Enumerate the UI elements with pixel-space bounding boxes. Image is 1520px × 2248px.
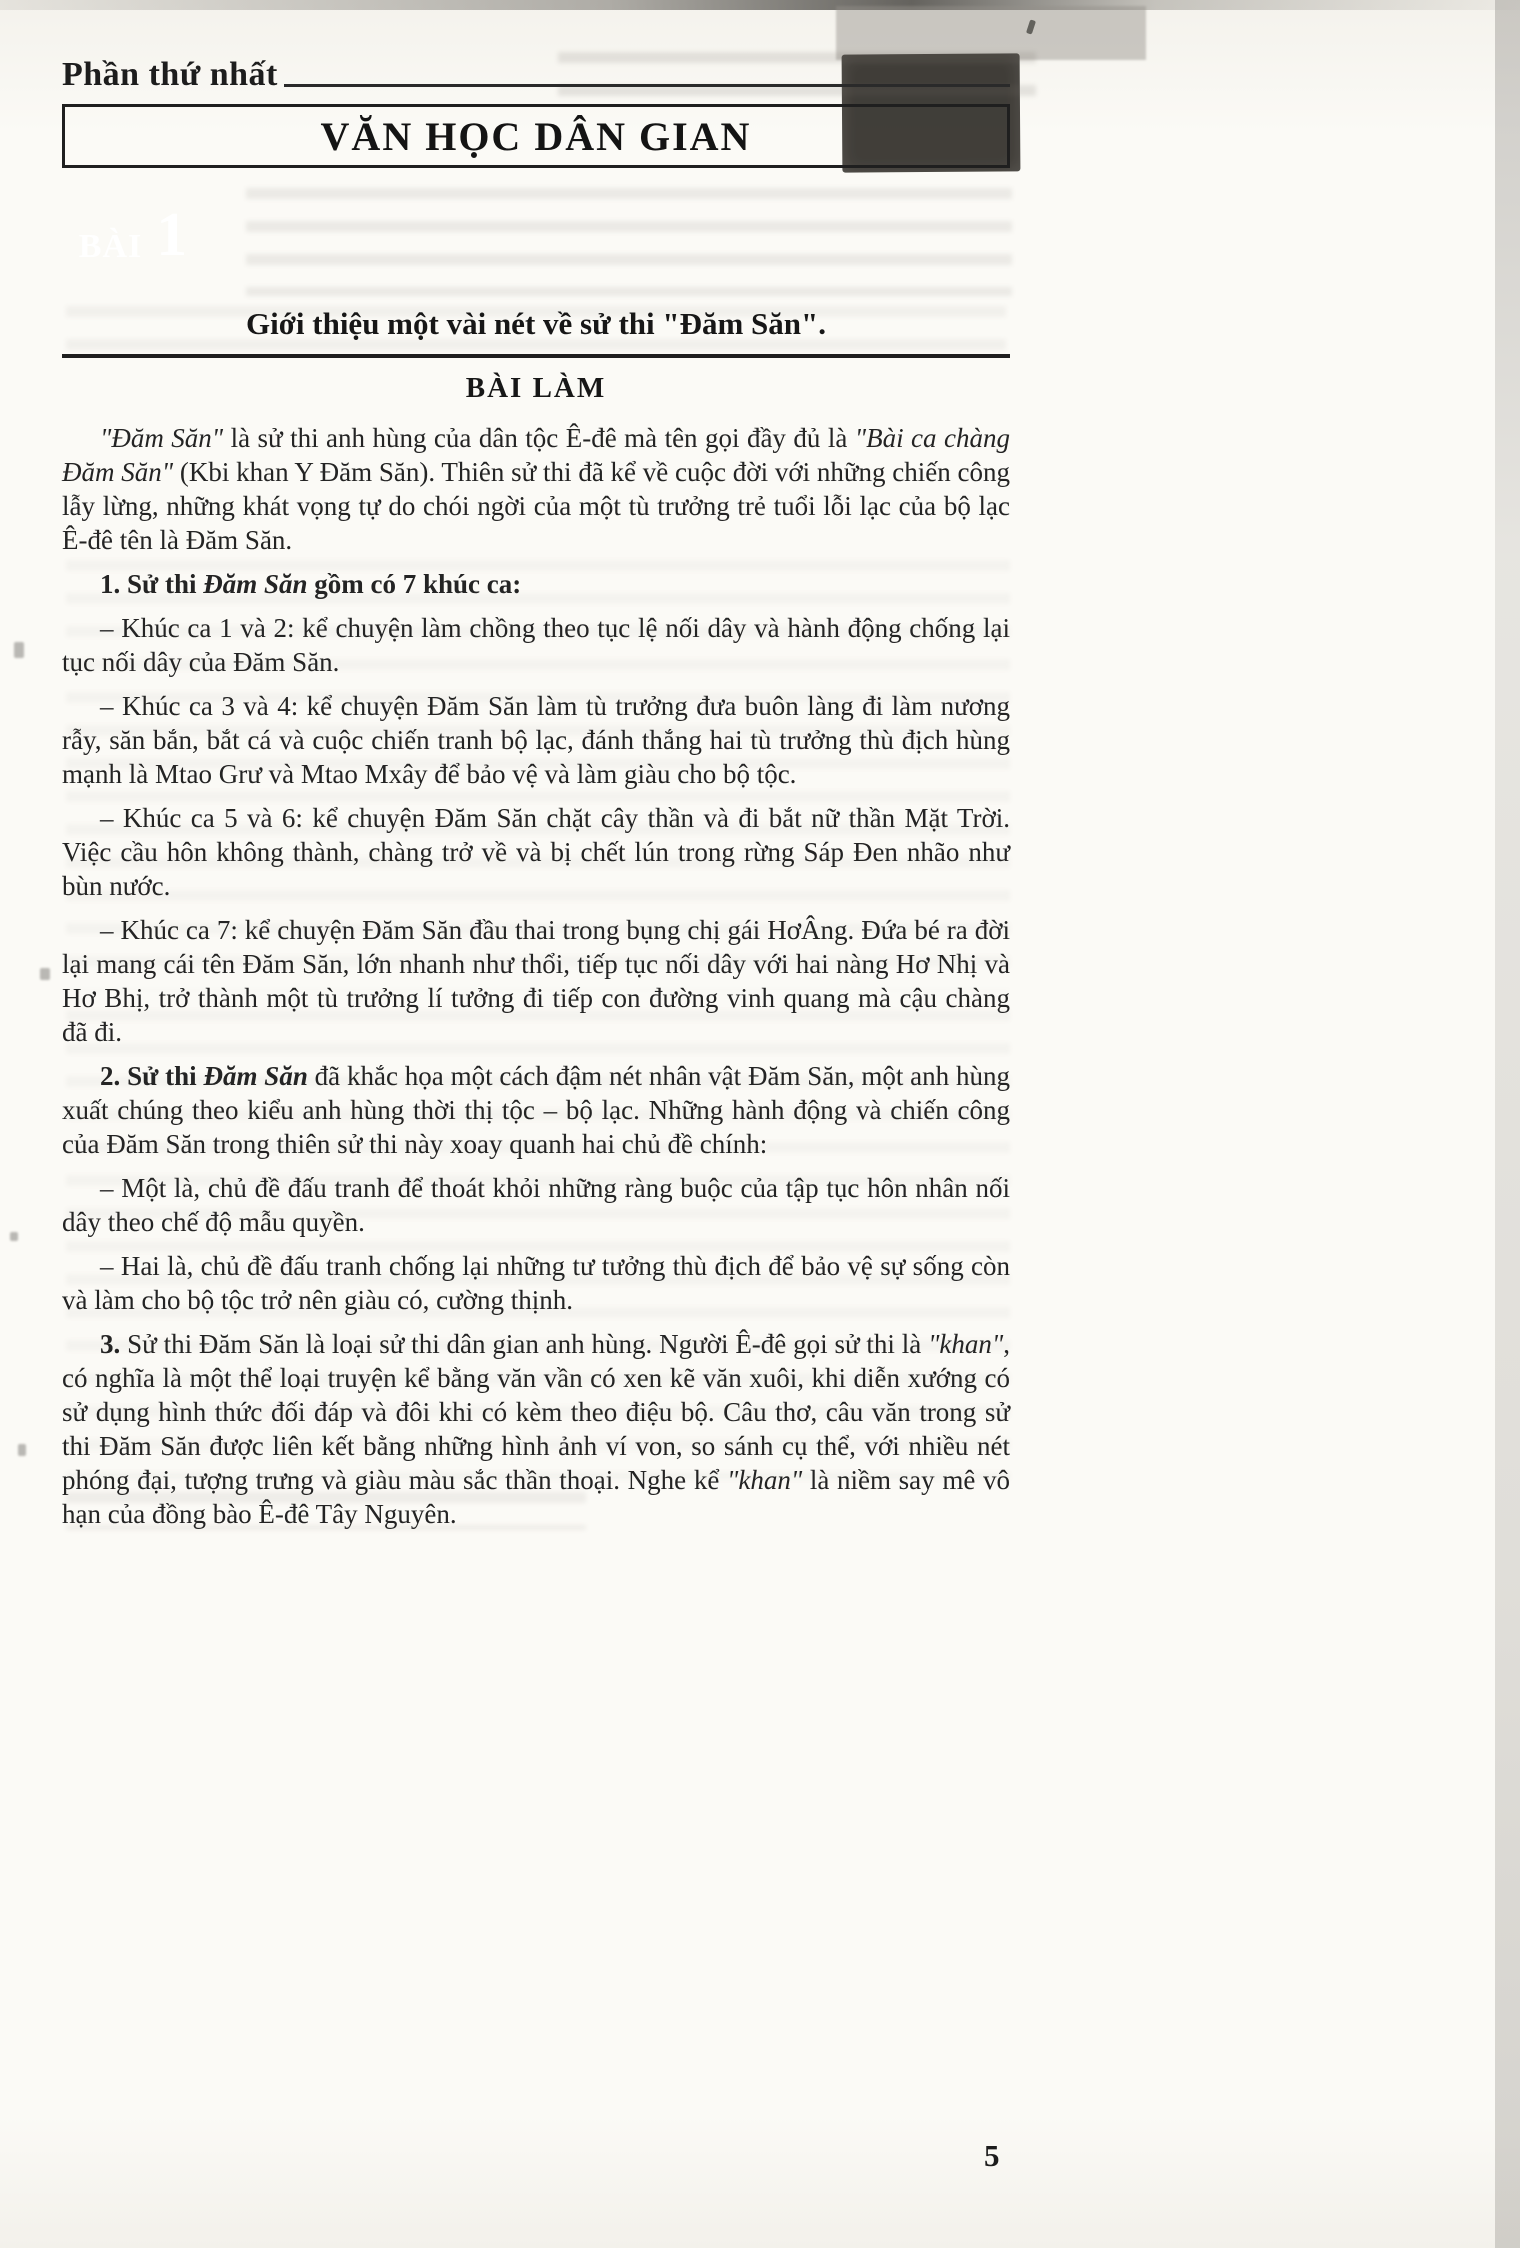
text-run: Đăm Săn: [203, 569, 308, 599]
text-run: , có nghĩa là một thể loại truyện kể bằng văn vần có xen kẽ văn xuôi, khi diễn xướng có sử dụng hình thức đối đáp và đôi khi có kèm theo điệu bộ. Câu thơ, câu văn trong sử thi Đăm Săn được liên kết bằng những hình ảnh ví von, so sánh cụ thể, với nhiều nét phóng đại, tượng trưng và giàu màu sắc thần thoại. Nghe kể: [62, 1329, 1011, 1495]
paragraph: [62, 689, 1010, 791]
text-run: – Một là, chủ đề đấu tranh để thoát khỏi những ràng buộc của tập tục hôn nhân nối dây theo chế độ mẫu quyền.: [62, 1173, 1010, 1237]
text-run: 2. Sử thi: [100, 1061, 204, 1091]
text-run: Giới thiệu một vài nét về sử thi: [246, 306, 663, 341]
answer-heading: BÀI LÀM: [465, 372, 607, 404]
paragraph: [62, 1249, 1010, 1317]
scan-speck: [18, 1444, 26, 1456]
numbered-heading-paragraph: [62, 1059, 1010, 1161]
text-run: – Khúc ca 1 và 2: kể chuyện làm chồng theo tục lệ nối dây và hành động chống lại tục nối dây của Đăm Săn.: [62, 613, 1010, 677]
part-header: [62, 56, 1010, 94]
scan-gray-patch: [836, 6, 1146, 60]
scan-speck: [40, 968, 50, 980]
numbered-heading-paragraph: [62, 1327, 1010, 1531]
text-run: 3.: [100, 1329, 128, 1359]
text-run: – Khúc ca 3 và 4: kể chuyện Đăm Săn làm tù trưởng đưa buôn làng đi làm nương rẫy, săn bắn, bắt cá và cuộc chiến tranh bộ lạc, đánh thắng hai tù trưởng thù địch hùng mạnh là Mtao Grư và Mtao Mxây để bảo vệ và làm giàu cho bộ tộc.: [62, 691, 1010, 789]
text-run: là sử thi anh hùng của dân tộc Ê-đê mà tên gọi đầy đủ là: [223, 423, 855, 453]
text-run: "khan": [727, 1465, 803, 1495]
scan-right-edge-strip: [1495, 0, 1520, 2248]
scan-speck: [10, 1232, 18, 1241]
text-run: – Khúc ca 7: kể chuyện Đăm Săn đầu thai trong bụng chị gái HơÂng. Đứa bé ra đời lại mang cái tên Đăm Săn, lớn nhanh như thổi, tiếp tục nối dây với hai nàng Hơ Nhị và Hơ Bhị, trở thành một tù trưởng lí tưởng đi tiếp con đường vinh quang mà cậu chàng đã đi.: [62, 915, 1010, 1047]
lesson-number-badge: [62, 190, 204, 280]
text-run: 1. Sử thi: [100, 569, 204, 599]
part-underline: [284, 84, 1010, 87]
text-run: – Hai là, chủ đề đấu tranh chống lại những tư tưởng thù địch để bảo vệ sự sống còn và làm cho bộ tộc trở nên giàu có, cường thịnh.: [62, 1251, 1010, 1315]
text-run: Sử thi Đăm Săn là loại sử thi dân gian anh hùng. Người Ê-đê gọi sử thi là: [127, 1329, 929, 1359]
text-run: Đăm Săn: [203, 1061, 308, 1091]
numbered-heading-paragraph: [62, 567, 1010, 601]
paragraph: [62, 913, 1010, 1049]
text-column: [62, 56, 1010, 1531]
text-run: .: [818, 306, 826, 341]
scan-top-edge-shadow: [0, 0, 1520, 10]
text-run: "Đăm Săn": [662, 306, 819, 341]
text-run: "khan": [928, 1329, 1004, 1359]
section-title-box: [62, 104, 1010, 168]
text-run: – Khúc ca 5 và 6: kể chuyện Đăm Săn chặt cây thần và đi bắt nữ thần Mặt Trời. Việc cầu hôn không thành, chàng trở về và bị chết lún trong rừng Sáp Đen nhão như bùn nước.: [62, 803, 1010, 901]
paragraph: [62, 801, 1010, 903]
paragraph: [62, 611, 1010, 679]
text-run: đã khắc họa một cách đậm nét nhân vật Đăm Săn, một anh hùng xuất chúng theo kiểu anh hùng thời thị tộc – bộ lạc. Những hành động và chiến công của Đăm Săn trong thiên sử thi này xoay quanh hai chủ đề chính:: [62, 1061, 1010, 1159]
paragraph: [62, 421, 1010, 557]
text-run: (Kbi khan Y Đăm Săn). Thiên sử thi đã kể về cuộc đời với những chiến công lẫy lừng, những khát vọng tự do chói ngời của một tù trưởng trẻ tuổi lỗi lạc của bộ lạc Ê-đê tên là Đăm Săn.: [62, 457, 1010, 555]
paragraph: [62, 1171, 1010, 1239]
text-run: "Đăm Săn": [100, 423, 224, 453]
scan-ink-mark: [1026, 19, 1036, 34]
text-run: gồm có 7 khúc ca:: [307, 569, 522, 599]
lesson-label: BÀI: [78, 228, 143, 265]
title-divider-rule: [62, 354, 1010, 358]
lesson-number: 1: [156, 201, 188, 269]
section-title: VĂN HỌC DÂN GIAN: [320, 113, 752, 159]
page-number: 5: [984, 2138, 1000, 2173]
text-run: "Bài ca chàng Đăm Săn": [62, 423, 1010, 487]
part-label: Phần thứ nhất: [62, 56, 278, 93]
text-run: là niềm say mê vô hạn của đồng bào Ê-đê Tây Nguyên.: [62, 1465, 1010, 1529]
essay-body: [62, 421, 1010, 1531]
scan-speck: [14, 642, 24, 658]
essay-title: [62, 306, 1010, 342]
